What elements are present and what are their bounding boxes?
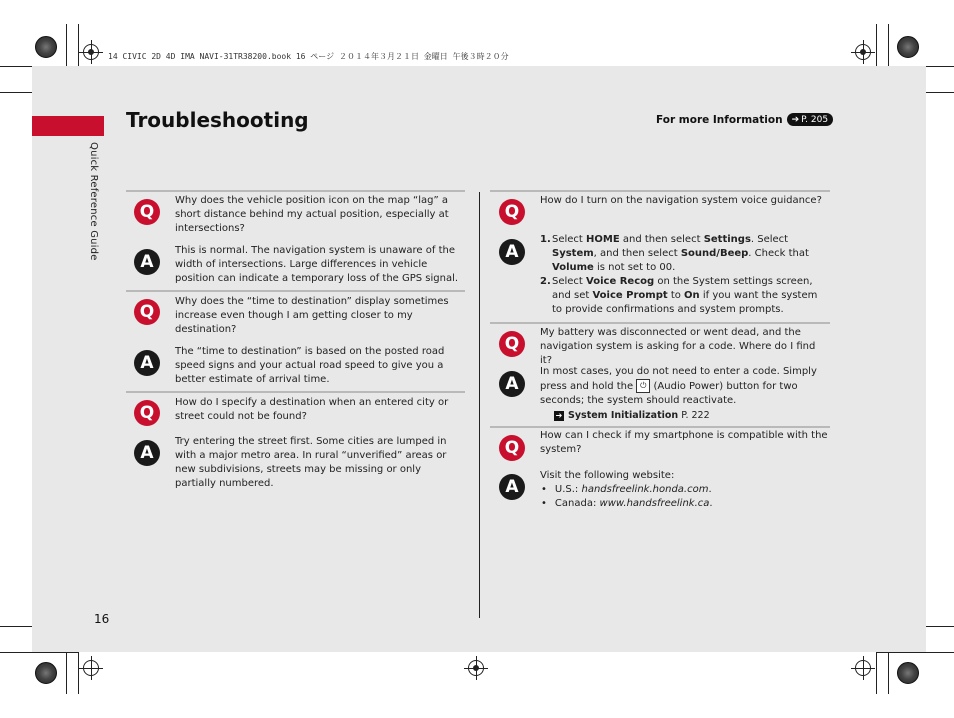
step-item <box>540 275 828 317</box>
page-number: 16 <box>94 612 110 626</box>
answer-badge-icon: A <box>499 474 525 500</box>
question-badge-icon: Q <box>134 400 160 426</box>
registration-gauge-icon <box>897 662 919 684</box>
website-list <box>540 483 825 511</box>
step-text: Select Voice Recog on the System settings screen, and set Voice Prompt to On if you want the system to provide confirmations and system prompts. <box>552 276 818 315</box>
qa-divider <box>126 190 465 192</box>
answer-text: In most cases, you do not need to enter a code. Simply press and hold the ⏻ (Audio Power) button for two seconds; the system should reactivate. ➔ System Initialization P. 222 <box>540 365 825 423</box>
page-reference-text: P. 205 <box>801 114 829 125</box>
section-tab <box>32 116 104 136</box>
website-link-canada[interactable]: www.handsfreelink.ca <box>599 498 710 509</box>
steps-list <box>540 233 828 317</box>
answer-text: Try entering the street first. Some cities are lumped in with a major metro area. In rural “unverified” areas or new subdivisions, streets may be missing or only partially numbered. <box>175 436 447 489</box>
arrow-right-icon: ➔ <box>555 410 563 420</box>
question-text: Why does the “time to destination” display sometimes increase even though I am getting closer to my destination? <box>175 296 449 335</box>
answer-badge-icon: A <box>134 350 160 376</box>
page-title: Troubleshooting <box>126 108 309 132</box>
question-text: How do I specify a destination when an entered city or street could not be found? <box>175 397 449 422</box>
answer-badge-icon: A <box>134 249 160 275</box>
question-text: How can I check if my smartphone is compatible with the system? <box>540 430 828 455</box>
question-badge-icon: Q <box>134 299 160 325</box>
registration-dot-icon <box>88 49 94 55</box>
registration-gauge-icon <box>35 36 57 58</box>
step-item <box>540 233 828 275</box>
qa-divider <box>490 190 830 192</box>
page-reference-badge[interactable] <box>787 113 833 126</box>
answer-badge-icon: A <box>499 239 525 265</box>
registration-target-icon <box>855 660 871 676</box>
question-badge-icon: Q <box>134 199 160 225</box>
registration-gauge-icon <box>35 662 57 684</box>
registration-target-icon <box>83 660 99 676</box>
answer-intro: Visit the following website: <box>540 470 675 481</box>
registration-dot-icon <box>860 49 866 55</box>
step-number: 1. <box>540 234 551 245</box>
answer-text: This is normal. The navigation system is unaware of the width of intersections. Large differences in vehicle position can indicate a temporary loss of the GPS signal. <box>175 245 459 284</box>
side-section-label: Quick Reference Guide <box>88 142 99 261</box>
list-item: • U.S.: handsfreelink.honda.com. <box>540 483 825 497</box>
answer-text <box>540 469 825 511</box>
registration-gauge-icon <box>897 36 919 58</box>
qa-divider <box>126 290 465 292</box>
column-divider <box>479 192 480 618</box>
cross-reference-link[interactable]: ➔ System Initialization P. 222 <box>555 410 710 421</box>
list-item: • Canada: www.handsfreelink.ca. <box>540 497 825 511</box>
website-link-us[interactable]: handsfreelink.honda.com <box>581 484 709 495</box>
power-icon: ⏻ <box>636 379 650 393</box>
qa-divider <box>490 426 830 428</box>
answer-text: The “time to destination” is based on the posted road speed signs and your actual road speed to give you a better estimate of arrival time. <box>175 346 445 385</box>
qa-divider <box>126 391 465 393</box>
registration-dot-icon <box>473 665 479 671</box>
more-info-link[interactable] <box>656 113 833 126</box>
more-info-label: For more Information <box>656 113 783 126</box>
answer-badge-icon: A <box>134 440 160 466</box>
question-badge-icon: Q <box>499 331 525 357</box>
file-header: 14 CIVIC 2D 4D IMA NAVI-31TR38200.book 16 ページ ２０１４年３月２１日 金曜日 午後３時２０分 <box>108 52 509 61</box>
question-badge-icon: Q <box>499 199 525 225</box>
answer-badge-icon: A <box>499 371 525 397</box>
step-number: 2. <box>540 276 551 287</box>
question-badge-icon: Q <box>499 435 525 461</box>
step-text: Select HOME and then select Settings. Select System, and then select Sound/Beep. Check that Volume is not set to 00. <box>552 234 809 273</box>
arrow-right-icon: ➔ <box>791 114 800 125</box>
answer-steps <box>540 233 828 317</box>
question-text: How do I turn on the navigation system voice guidance? <box>540 195 822 206</box>
question-text: My battery was disconnected or went dead, and the navigation system is asking for a code. Where do I find it? <box>540 327 816 366</box>
qa-divider <box>490 322 830 324</box>
question-text: Why does the vehicle position icon on the map “lag” a short distance behind my actual position, especially at intersections? <box>175 195 449 234</box>
